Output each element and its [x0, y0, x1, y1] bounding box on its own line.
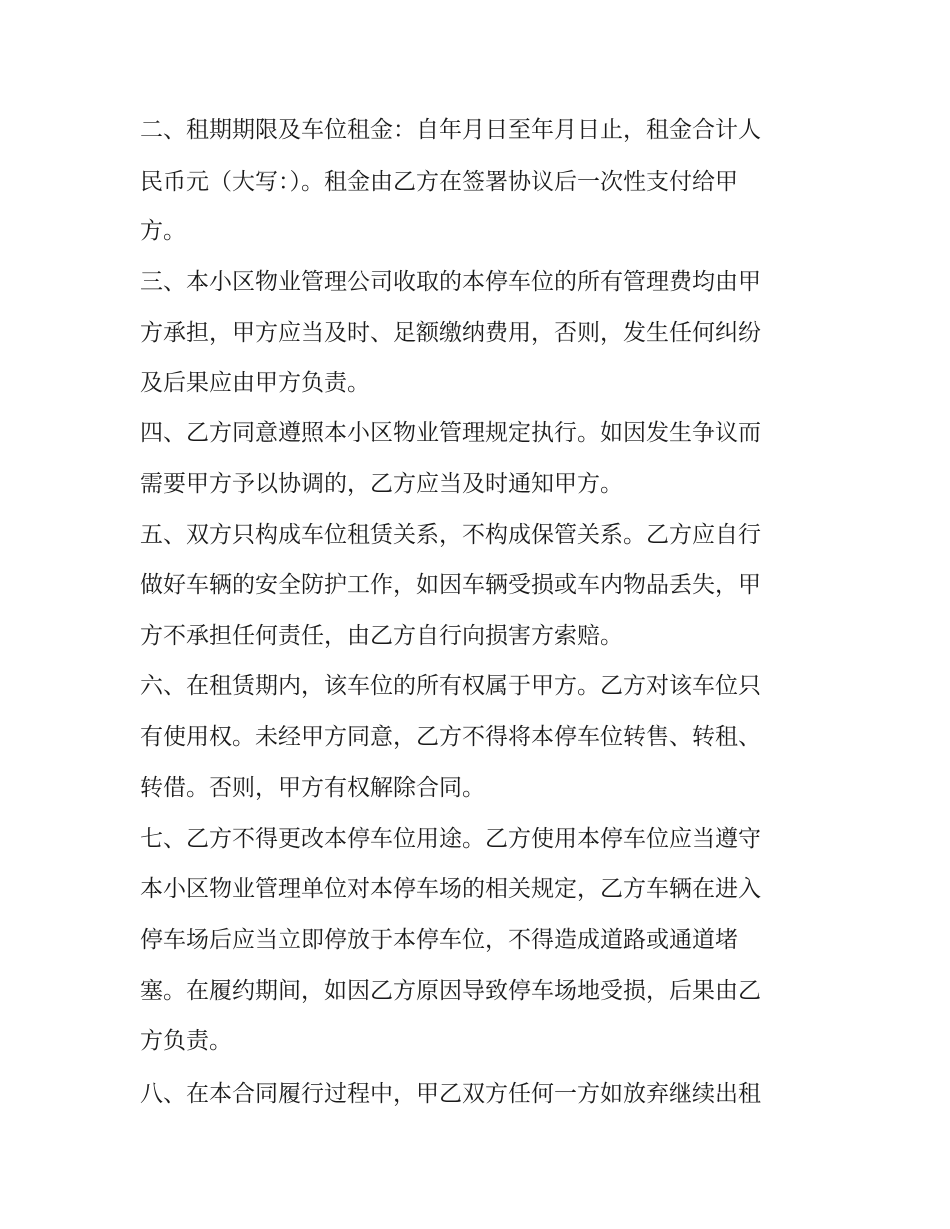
clause-3-line-1: 三、本小区物业管理公司收取的本停车位的所有管理费均由甲	[140, 269, 761, 295]
clause-2-line-2: 民币元（大写：）。租金由乙方在签署协议后一次性支付给甲	[140, 169, 738, 195]
clause-5-line-1: 五、双方只构成车位租赁关系，不构成保管关系。乙方应自行	[140, 522, 761, 548]
clause-3-line-2: 方承担，甲方应当及时、足额缴纳费用，否则，发生任何纠纷	[140, 320, 761, 346]
clause-2-line-3: 方。	[140, 218, 186, 244]
clause-7-line-2: 本小区物业管理单位对本停车场的相关规定，乙方车辆在进入	[140, 876, 761, 902]
clause-3-line-3: 及后果应由甲方负责。	[140, 370, 370, 396]
clause-7-line-5: 方负责。	[140, 1028, 232, 1054]
clause-8-line-1: 八、在本合同履行过程中，甲乙双方任何一方如放弃继续出租	[140, 1081, 761, 1107]
clause-7-line-3: 停车场后应当立即停放于本停车位，不得造成道路或通道堵	[140, 927, 738, 953]
clause-5-line-3: 方不承担任何责任，由乙方自行向损害方索赔。	[140, 623, 623, 649]
clause-7-line-1: 七、乙方不得更改本停车位用途。乙方使用本停车位应当遵守	[140, 826, 761, 852]
clause-5-line-2: 做好车辆的安全防护工作，如因车辆受损或车内物品丢失，甲	[140, 572, 761, 598]
clause-7-line-4: 塞。在履约期间，如因乙方原因导致停车场地受损，后果由乙	[140, 978, 761, 1004]
clause-6-line-3: 转借。否则，甲方有权解除合同。	[140, 775, 485, 801]
clause-6-line-2: 有使用权。未经甲方同意，乙方不得将本停车位转售、转租、	[140, 724, 761, 750]
clause-4-line-2: 需要甲方予以协调的，乙方应当及时通知甲方。	[140, 471, 623, 497]
clause-2-line-1: 二、租期期限及车位租金：自年月日至年月日止，租金合计人	[140, 117, 761, 143]
clause-6-line-1: 六、在租赁期内，该车位的所有权属于甲方。乙方对该车位只	[140, 673, 761, 699]
clause-4-line-1: 四、乙方同意遵照本小区物业管理规定执行。如因发生争议而	[140, 420, 761, 446]
